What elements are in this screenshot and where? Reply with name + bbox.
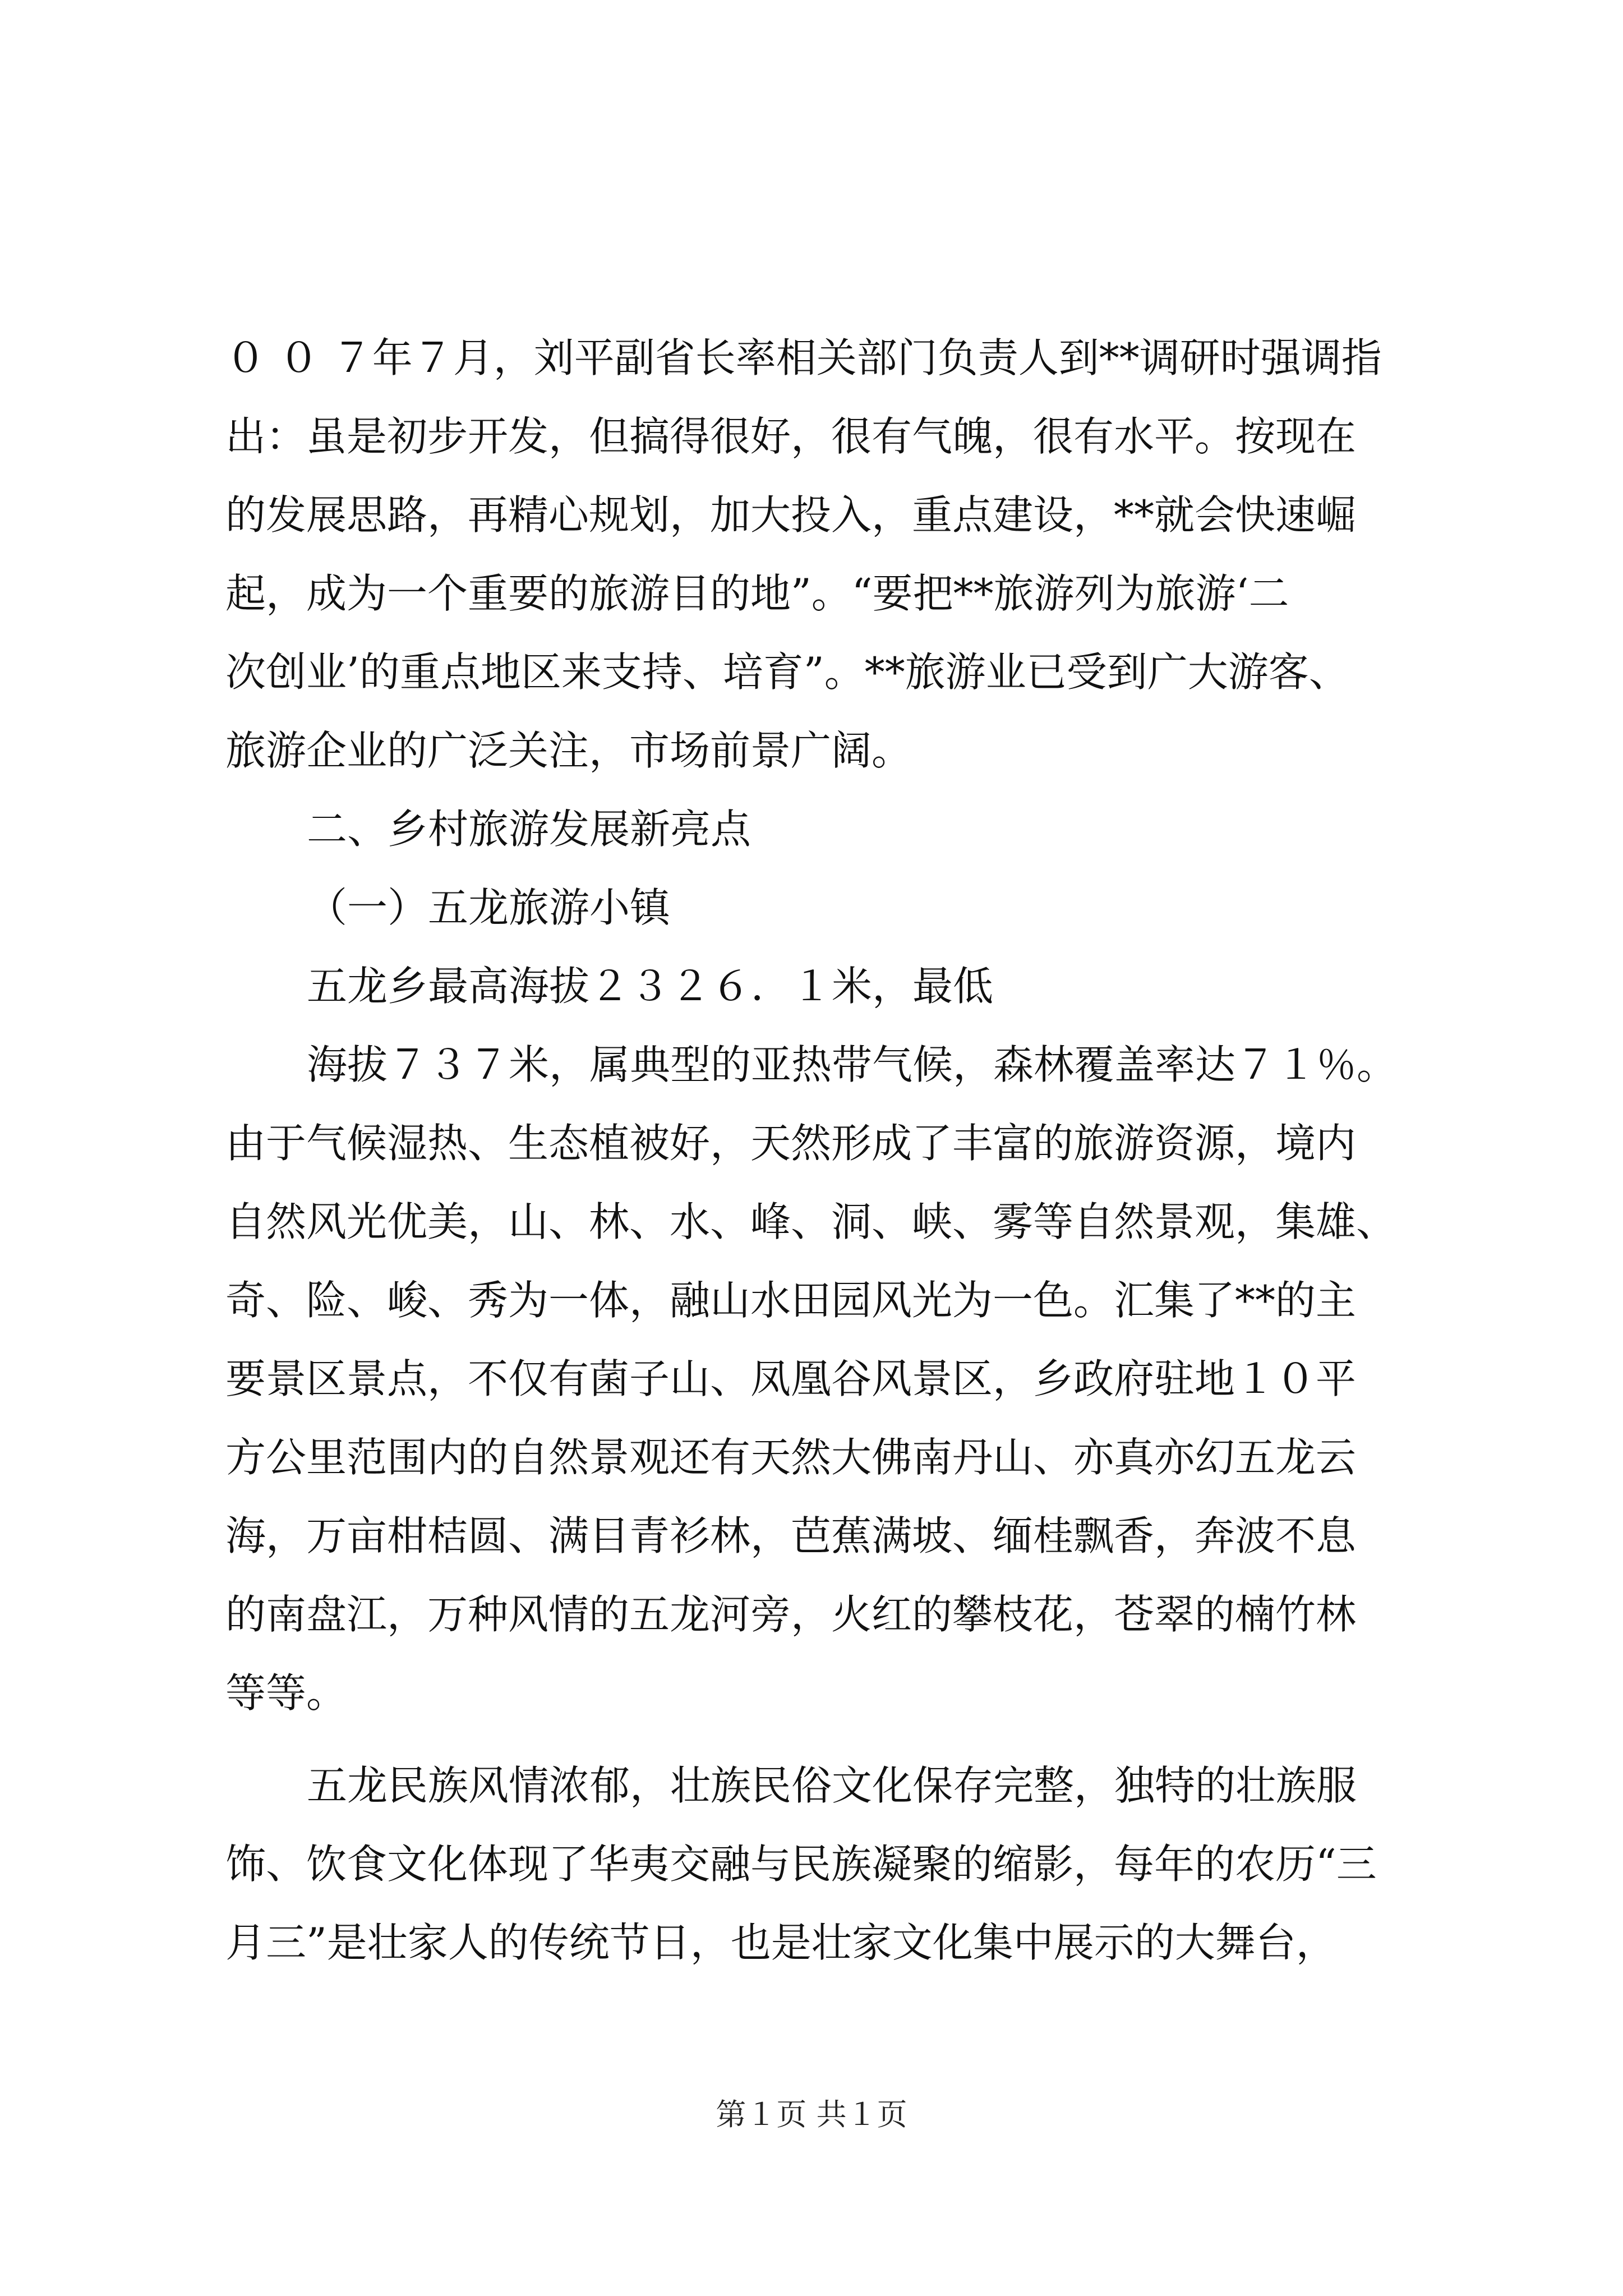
text-line-13: 奇、险、峻、秀为一体，融山水田园风光为一色。汇集了**的主 [225,1277,1357,1324]
text-line-2: 出：虽是初步开发，但搞得很好，很有气魄，很有水平。按现在 [225,413,1357,460]
text-line-12: 自然风光优美，山、林、水、峰、洞、峡、雾等自然景观，集雄、 [225,1198,1397,1245]
text-line-14: 要景区景点，不仅有菌子山、凤凰谷风景区，乡政府驻地１０平 [225,1355,1357,1402]
text-line-17: 的南盘江，万种风情的五龙河旁，火红的攀枝花，苍翠的楠竹林 [225,1591,1357,1638]
text-line-9: 五龙乡最高海拔２３２６．１米，最低 [307,963,994,1010]
text-line-6: 旅游企业的广泛关注，市场前景广阔。 [225,727,912,774]
text-line-11: 由于气候湿热、生态植被好，天然形成了丰富的旅游资源，境内 [225,1120,1357,1167]
text-line-3: 的发展思路，再精心规划，加大投入，重点建设，**就会快速崛 [225,491,1357,539]
text-line-4: 起，成为一个重要的旅游目的地”。“要把**旅游列为旅游‘二 [225,570,1289,617]
text-line-18: 等等。 [225,1669,347,1717]
subsection-heading: （一）五龙旅游小镇 [307,884,671,931]
text-line-20: 饰、饮食文化体现了华夷交融与民族凝聚的缩影，每年的农历“三 [225,1841,1377,1888]
text-line-21: 月三”是壮家人的传统节日，也是壮家文化集中展示的大舞台， [225,1919,1336,1966]
text-line-19: 五龙民族风情浓郁，壮族民俗文化保存完整，独特的壮族服 [307,1762,1357,1809]
text-line-10: 海拔７３７米，属典型的亚热带气候，森林覆盖率达７１％。 [307,1041,1398,1088]
page-footer: 第１页 共１页 [716,2097,907,2132]
text-line-16: 海，万亩柑桔圆、满目青衫林，芭蕉满坡、缅桂飘香，奔波不息 [225,1512,1357,1559]
section-heading: 二、乡村旅游发展新亮点 [307,806,751,853]
text-line-1: ０ ０ ７年７月，刘平副省长率相关部门负责人到**调研时强调指 [225,334,1382,381]
text-line-15: 方公里范围内的自然景观还有天然大佛南丹山、亦真亦幻五龙云 [225,1434,1357,1481]
text-line-5: 次创业’的重点地区来支持、培育”。**旅游业已受到广大游客、 [225,648,1349,696]
